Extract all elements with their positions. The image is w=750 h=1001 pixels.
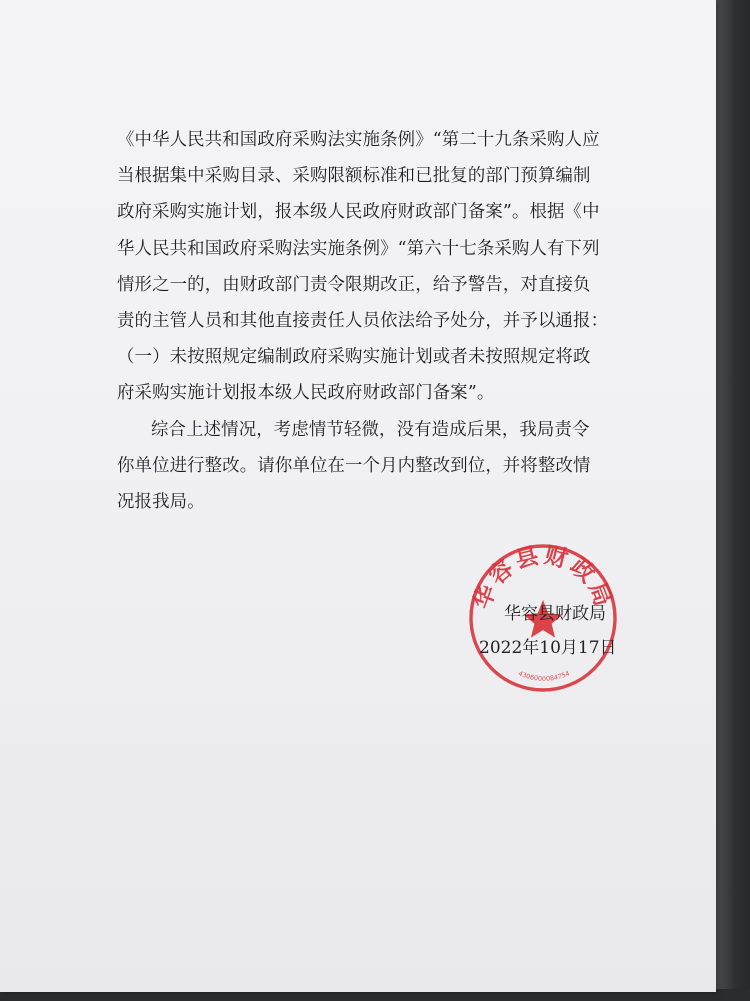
text-line: 你单位进行整改。请你单位在一个月内整改到位，并将整改情 — [117, 455, 591, 476]
background-edge — [712, 0, 750, 1001]
signature-org: 华容县财政局 — [504, 604, 606, 624]
text-line: 华人民共和国政府采购法实施条例》“第六十七条采购人有下列 — [117, 238, 600, 259]
text-line: 《中华人民共和国政府采购法实施条例》“第二十九条采购人应 — [117, 130, 600, 150]
signature-date: 2022年10月17日 — [479, 638, 617, 658]
text-line: 责的主管人员和其他直接责任人员依法给予处分，并予以通报： — [117, 310, 609, 331]
text-line: 综合上述情况，考虑情节轻微，没有造成后果，我局责令 — [151, 419, 590, 440]
text-line: （一）未按照规定编制政府采购实施计划或者未按照规定将政 — [117, 347, 591, 368]
text-line: 情形之一的，由财政部门责令限期改正，给予警告，对直接负 — [117, 274, 591, 295]
text-line: 府采购实施计划报本级人民政府财政部门备案”。 — [117, 383, 495, 404]
text-line: 政府采购实施计划，报本级人民政府财政部门备案”。根据《中 — [117, 202, 600, 223]
text-line: 当根据集中采购目录、采购限额标准和已批复的部门预算编制 — [117, 166, 591, 187]
document-body — [117, 122, 629, 520]
text-line: 况报我局。 — [117, 491, 205, 512]
seal-code: 4306000084754 — [517, 669, 571, 683]
seal-text: 华容县财政局 — [468, 542, 618, 613]
